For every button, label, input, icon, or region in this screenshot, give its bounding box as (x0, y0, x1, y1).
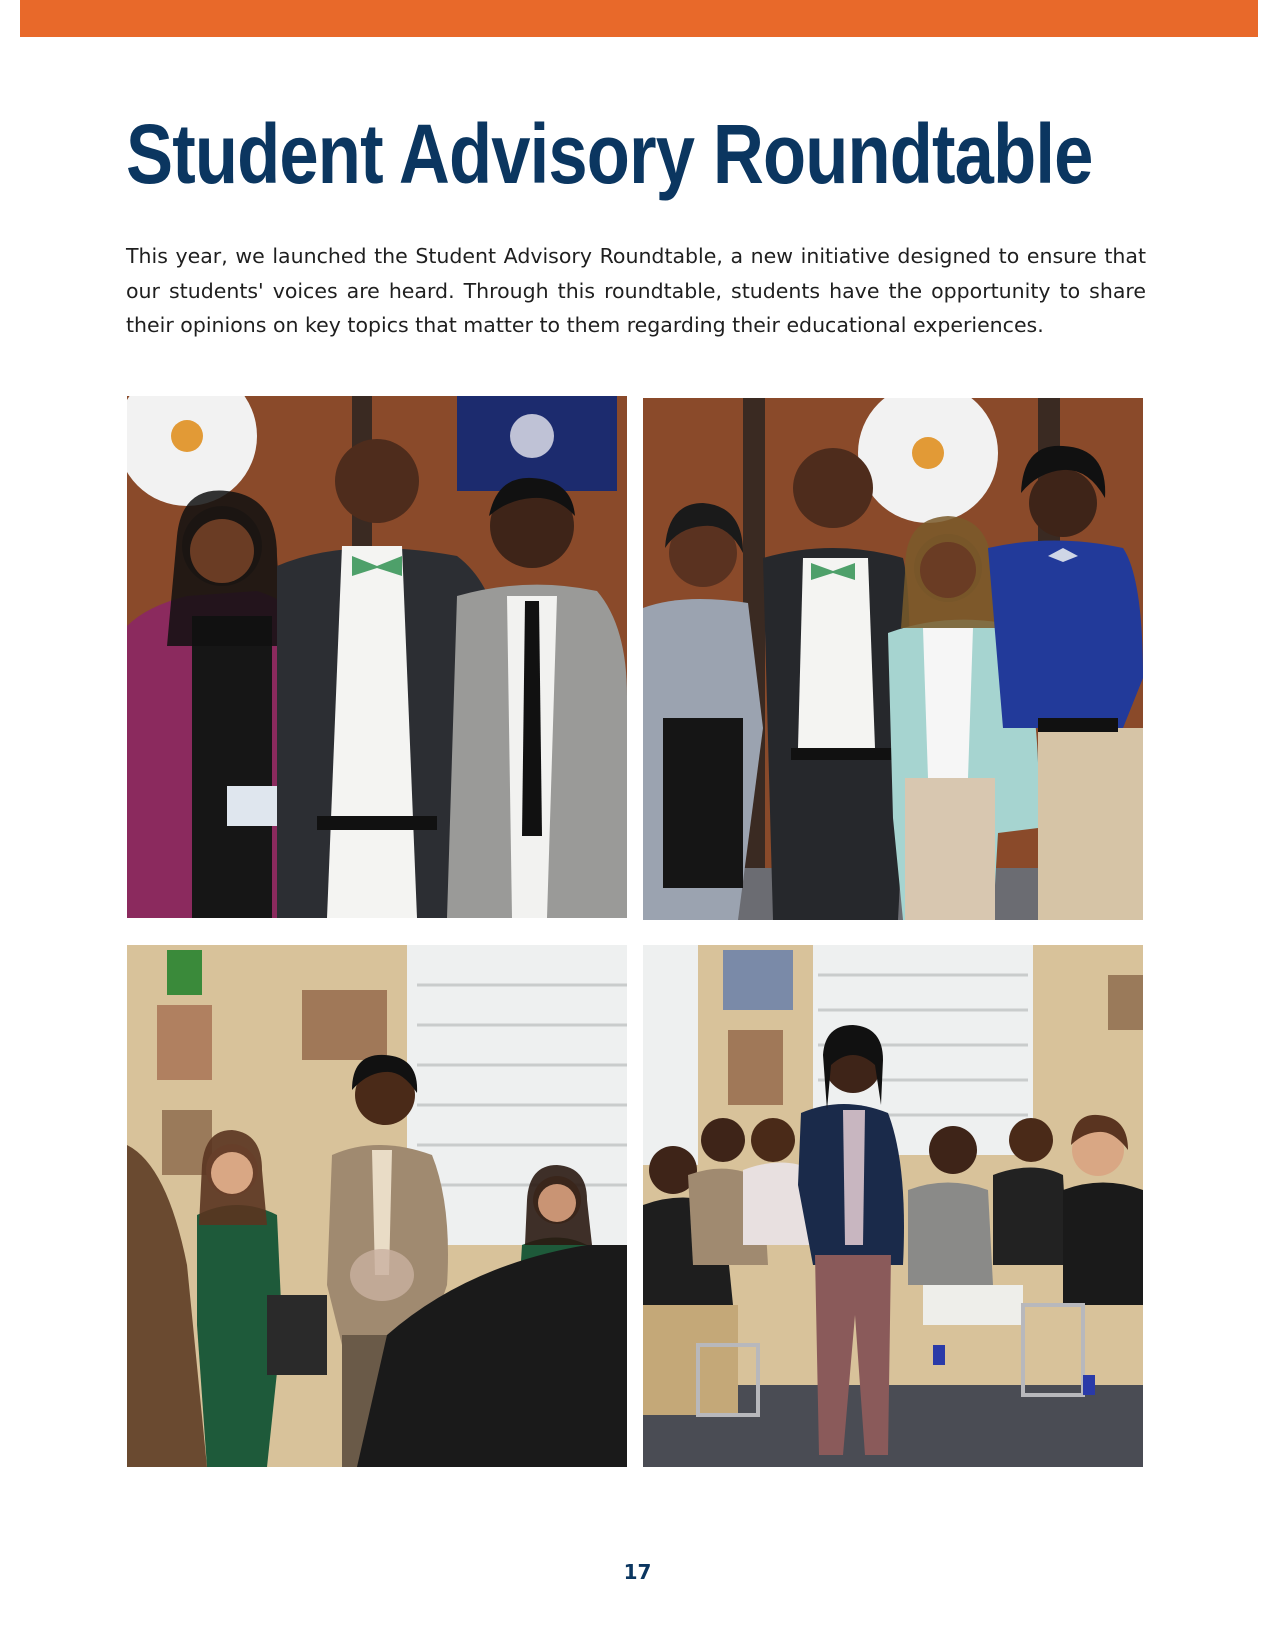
intro-paragraph: This year, we launched the Student Advisory Roundtable, a new initiative designed to ensure that our students' voices are heard. Through this roundtable, students have the opportunity to share their opinions on key topics that matter to them regarding their educational experiences. (126, 244, 1146, 337)
page-number: 17 (623, 1560, 652, 1584)
photo-roundtable-discussion-speaker (127, 945, 627, 1467)
photo-student-speaking-to-audience (643, 945, 1143, 1467)
photo-staff-and-student-group (127, 396, 627, 918)
page-title: Student Advisory Roundtable (126, 107, 1093, 201)
photo-leader-with-students (643, 398, 1143, 920)
header-accent-bar (20, 0, 1258, 37)
